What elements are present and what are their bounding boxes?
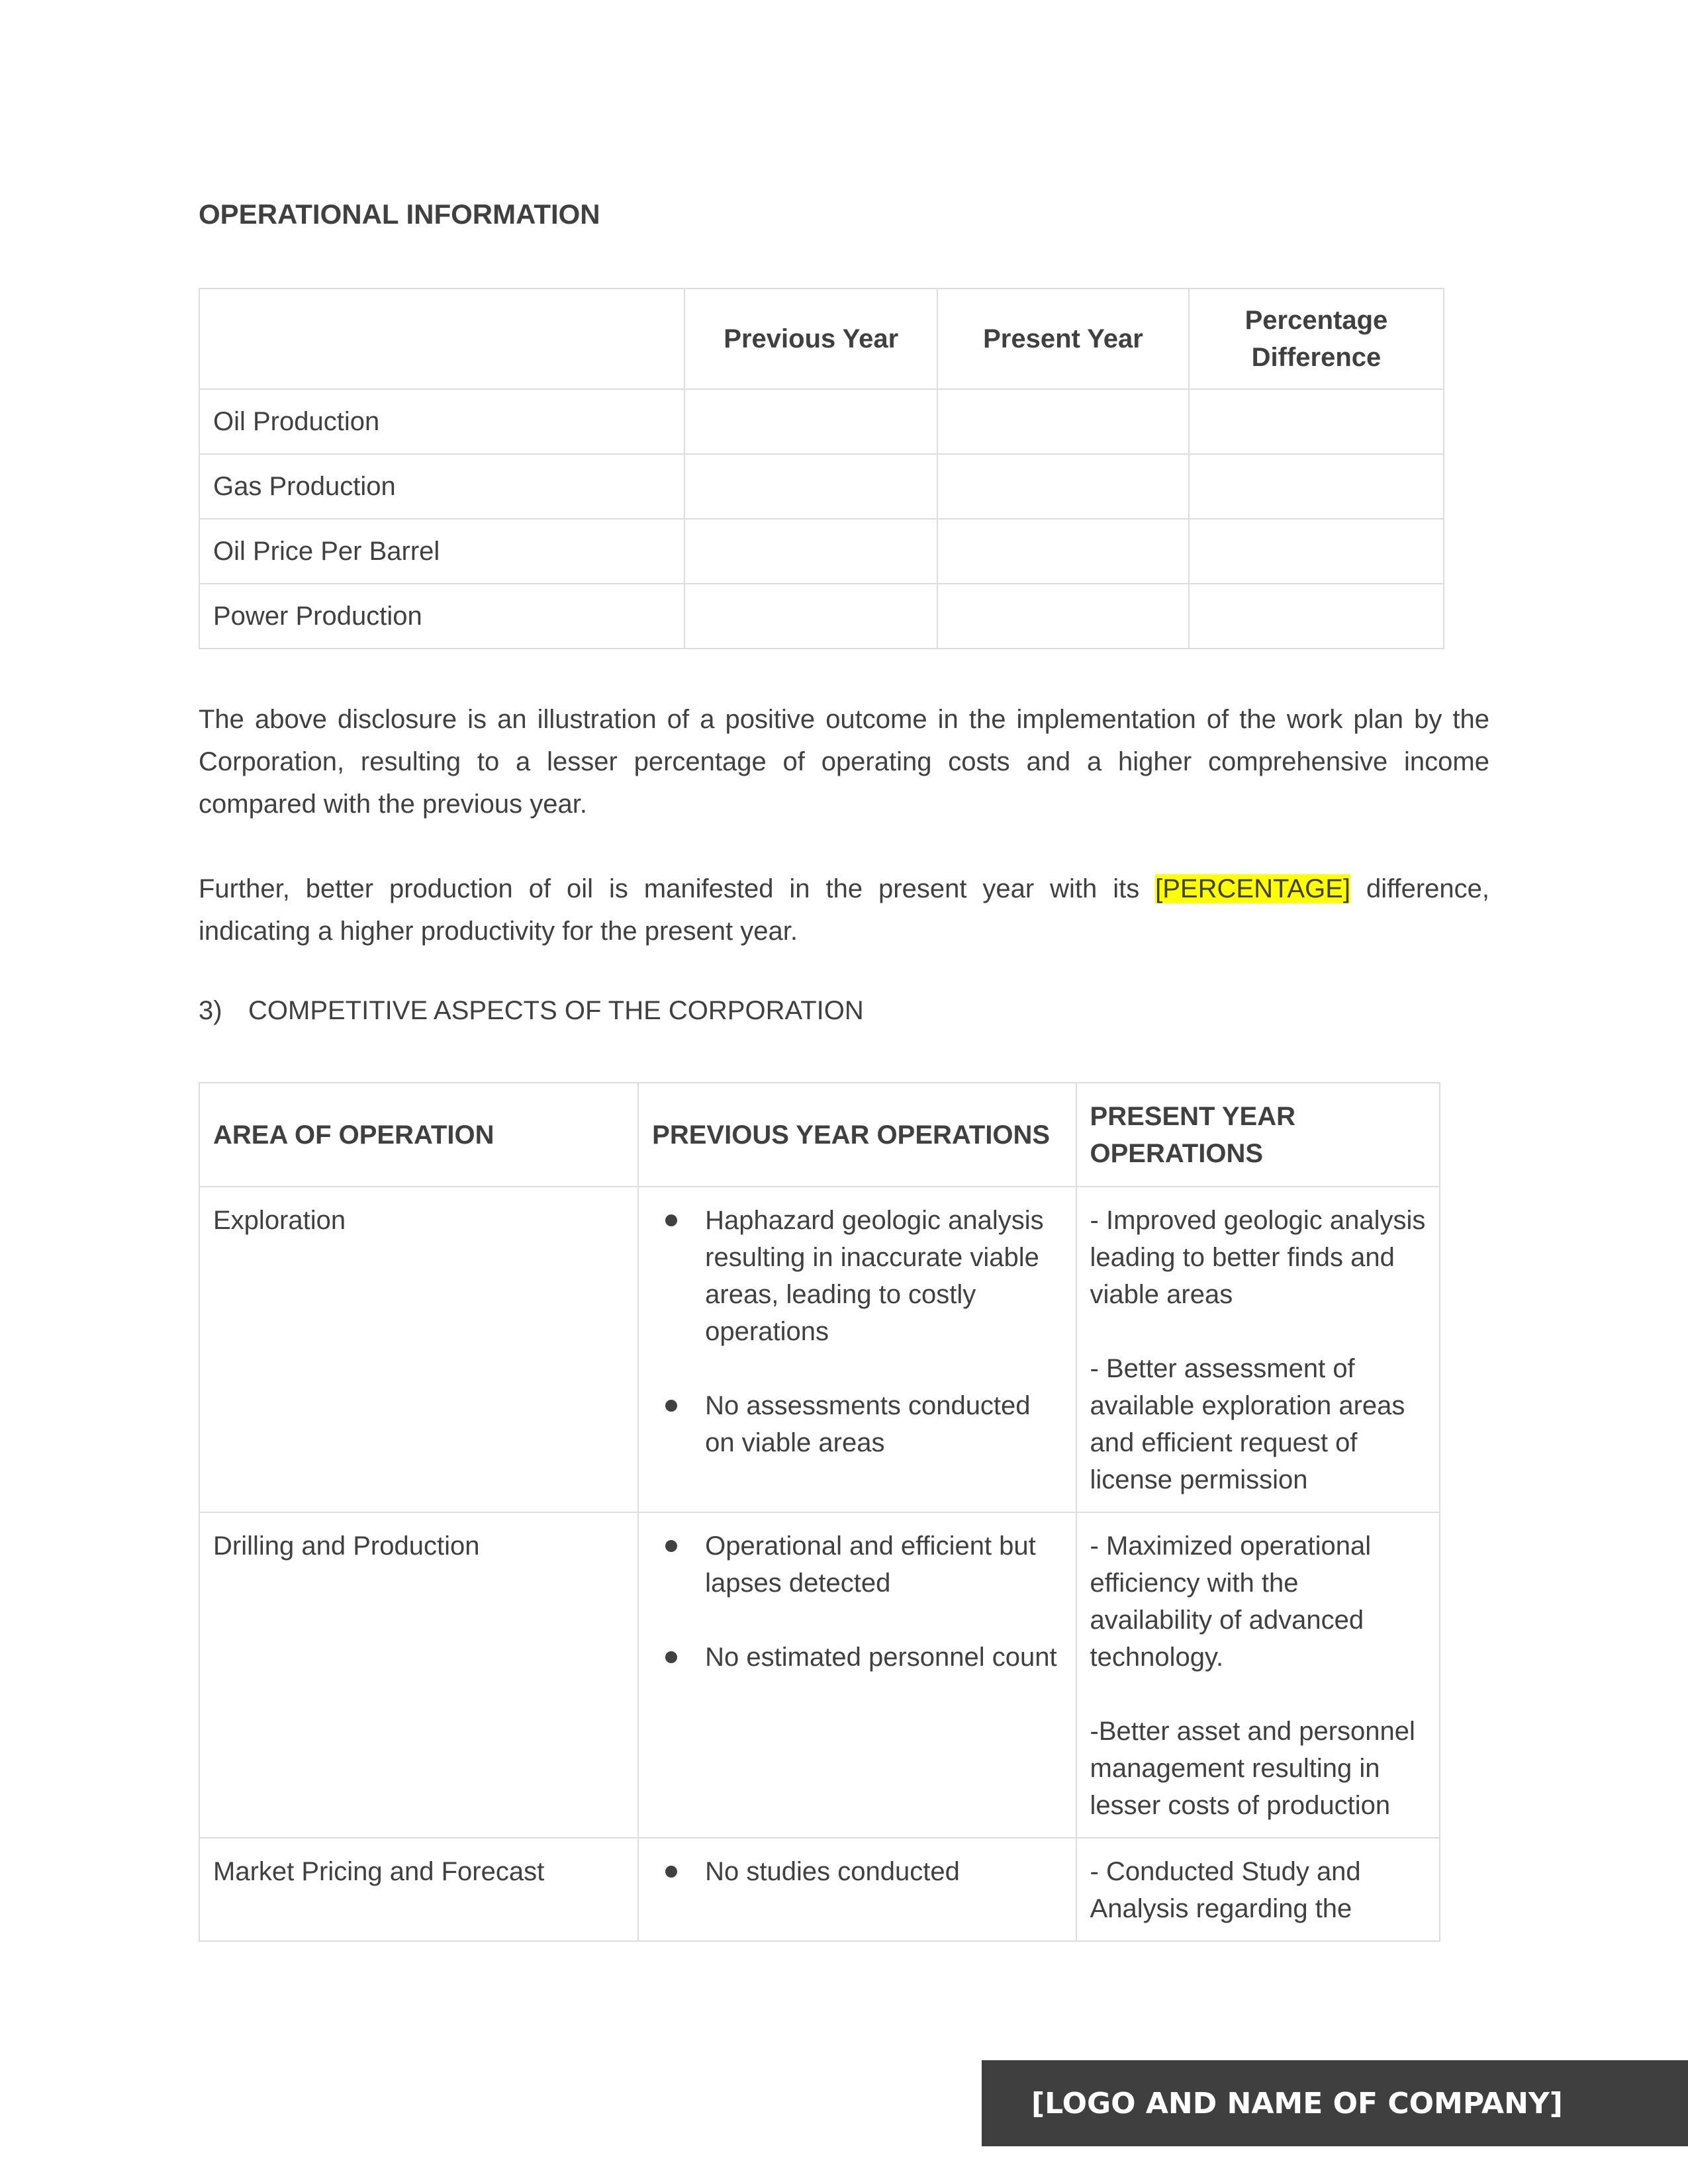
bullet-text: Haphazard geologic analysis resulting in inaccurate viable areas, leading to costly operations [705, 1206, 1044, 1346]
table-header-cell: PRESENT YEAR OPERATIONS [1076, 1083, 1440, 1187]
list-item [652, 1639, 1062, 1676]
table-cell [1189, 519, 1444, 584]
table-row [199, 389, 1444, 454]
table-header-cell: AREA OF OPERATION [199, 1083, 638, 1187]
table-cell [1189, 584, 1444, 649]
bullet-icon [665, 1651, 677, 1663]
present-item: - Improved geologic analysis leading to better finds and viable areas [1090, 1206, 1426, 1309]
table-header-cell: Previous Year [684, 289, 937, 389]
table-header-row [199, 1083, 1440, 1187]
row-label: Gas Production [199, 454, 684, 519]
table-row [199, 1838, 1440, 1941]
bullet-text: No studies conducted [705, 1857, 960, 1886]
table-cell [684, 389, 937, 454]
table-cell [937, 519, 1189, 584]
present-item: - Better assessment of available exploration areas and efficient request of license permission [1090, 1354, 1405, 1494]
paragraph-text: difference, indicating a higher productivity for the present year. [199, 874, 1490, 946]
list-item [652, 1527, 1062, 1602]
area-cell: Market Pricing and Forecast [199, 1838, 638, 1941]
table-row [199, 1187, 1440, 1512]
production-paragraph [199, 868, 1489, 952]
list-item [652, 1387, 1062, 1461]
company-logo-name-placeholder: [LOGO AND NAME OF COMPANY] [1031, 2086, 1563, 2120]
bullet-list [652, 1202, 1062, 1461]
table-cell [937, 389, 1189, 454]
competitive-aspects-table [199, 1082, 1440, 1942]
table-header-cell: Present Year [937, 289, 1189, 389]
present-ops-cell [1076, 1187, 1440, 1512]
table-header-cell: Percentage Difference [1189, 289, 1444, 389]
table-row [199, 1512, 1440, 1838]
bullet-icon [665, 1214, 677, 1226]
table-cell [684, 584, 937, 649]
table-cell [684, 519, 937, 584]
subheading-number: 3) [199, 996, 222, 1025]
bullet-icon [665, 1866, 677, 1878]
present-ops-cell [1076, 1838, 1440, 1941]
row-label: Oil Production [199, 389, 684, 454]
subheading-text: COMPETITIVE ASPECTS OF THE CORPORATION [248, 996, 864, 1025]
disclosure-paragraph: The above disclosure is an illustration of a positive outcome in the implementation of the work plan by the Corporation, resulting to a lesser percentage of operating costs and a higher comprehensive income compared with the previous year. [199, 705, 1489, 819]
company-footer-bar [982, 2060, 1688, 2146]
paragraph-text: Further, better production of oil is manifested in the present year with its [199, 874, 1156, 903]
section-subheading [199, 996, 864, 1026]
table-cell [684, 454, 937, 519]
table-header-cell: PREVIOUS YEAR OPERATIONS [638, 1083, 1076, 1187]
bullet-list [652, 1527, 1062, 1676]
bullet-list [652, 1853, 1062, 1890]
percentage-placeholder: [PERCENTAGE] [1155, 874, 1351, 903]
bullet-text: No assessments conducted on viable areas [705, 1391, 1031, 1457]
previous-ops-cell [638, 1512, 1076, 1838]
operational-info-table [199, 288, 1444, 649]
present-item: - Conducted Study and Analysis regarding the [1090, 1857, 1361, 1923]
table-cell [1189, 389, 1444, 454]
table-header-row [199, 289, 1444, 389]
section-title: OPERATIONAL INFORMATION [199, 199, 600, 230]
row-label: Power Production [199, 584, 684, 649]
table-cell [1189, 454, 1444, 519]
present-item: -Better asset and personnel management resulting in lesser costs of production [1090, 1717, 1415, 1820]
table-cell [937, 584, 1189, 649]
row-label: Oil Price Per Barrel [199, 519, 684, 584]
table-header-cell [199, 289, 684, 389]
present-ops-cell [1076, 1512, 1440, 1838]
bullet-text: Operational and efficient but lapses detected [705, 1531, 1036, 1598]
bullet-text: No estimated personnel count [705, 1643, 1057, 1672]
list-item [652, 1202, 1062, 1350]
list-item [652, 1853, 1062, 1890]
present-item: - Maximized operational efficiency with the availability of advanced technology. [1090, 1531, 1372, 1672]
table-row [199, 584, 1444, 649]
table-row [199, 519, 1444, 584]
area-cell: Drilling and Production [199, 1512, 638, 1838]
bullet-icon [665, 1400, 677, 1412]
area-cell: Exploration [199, 1187, 638, 1512]
previous-ops-cell [638, 1187, 1076, 1512]
table-row [199, 454, 1444, 519]
bullet-icon [665, 1540, 677, 1552]
table-cell [937, 454, 1189, 519]
previous-ops-cell [638, 1838, 1076, 1941]
